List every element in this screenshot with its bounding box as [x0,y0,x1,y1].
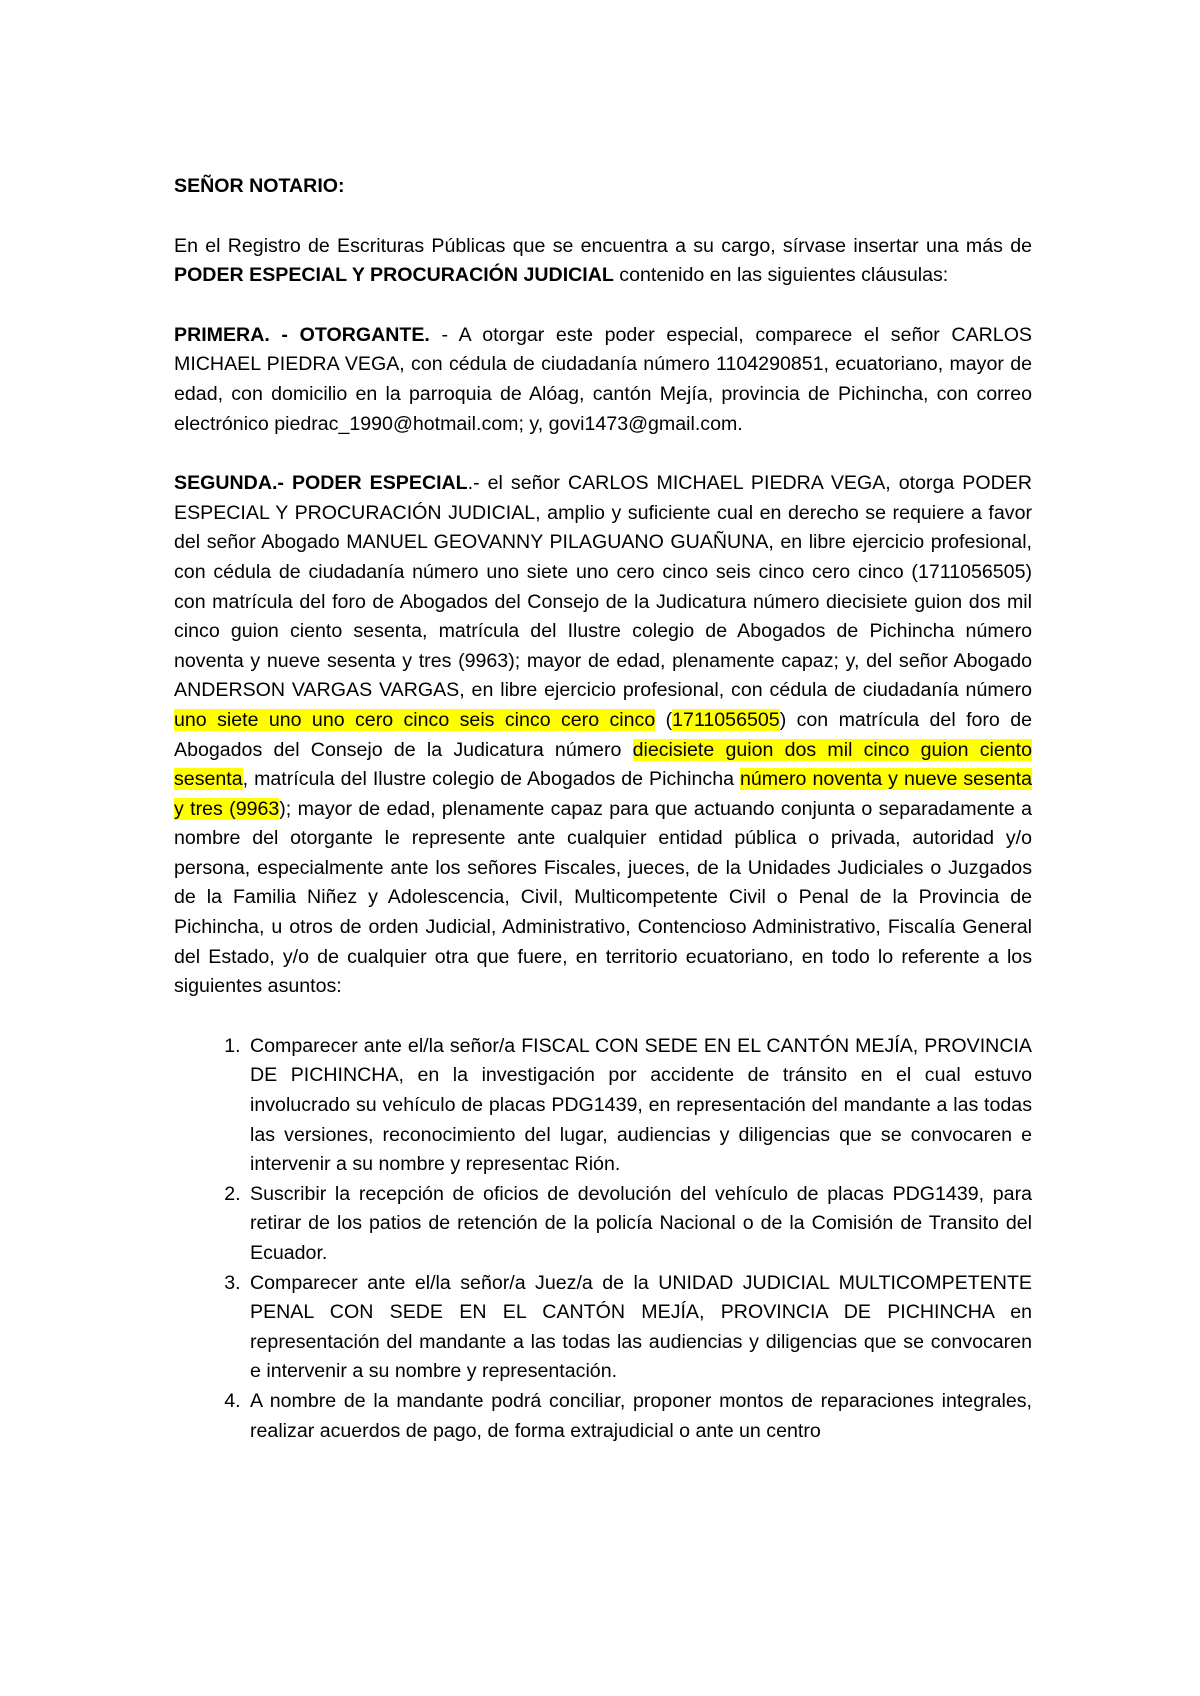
list-item: 4. A nombre de la mandante podrá conciliar, proponer montos de reparaciones integrales, realizar acuerdos de pago, de forma extrajudicial o ante un centro [246,1387,1032,1446]
clause-segunda [174,469,1032,1002]
clause-segunda-text-2: ( [655,708,673,731]
intro-text-2: contenido en las siguientes cláusulas: [613,264,949,287]
clause-primera-title: PRIMERA. - OTORGANTE. [174,323,430,346]
list-item: 3. Comparecer ante el/la señor/a Juez/a de la UNIDAD JUDICIAL MULTICOMPETENTE PENAL CON SEDE EN EL CANTÓN MEJÍA, PROVINCIA DE PICHINCHA en representación del mandante a las todas las audiencias y diligencias que se convocaren e intervenir a su nombre y representación. [246,1269,1032,1387]
clause-segunda-text-3: ) con matrícula del foro de Abogados del Consejo de la Judicatura número [174,708,1033,761]
clause-segunda-text-1: .- el señor CARLOS MICHAEL PIEDRA VEGA, otorga PODER ESPECIAL Y PROCURACIÓN JUDICIAL, amplio y suficiente cual en derecho se requiere a favor del señor Abogado MANUEL GEOVANNY PILAGUANO GUAÑUNA, en libre ejercicio profesional, con cédula de ciudadanía número uno siete uno cero cinco seis cinco cero cinco (1711056505) con matrícula del foro de Abogados del Consejo de la Judicatura número diecisiete guion dos mil cinco guion ciento sesenta, matrícula del Ilustre colegio de Abogados de Pichincha número noventa y nueve sesenta y tres (9963); mayor de edad, plenamente capaz; y, del señor Abogado ANDERSON VARGAS VARGAS, en libre ejercicio profesional, con cédula de ciudadanía número [174,472,1032,702]
intro-paragraph [174,232,1032,291]
intro-text-1: En el Registro de Escrituras Públicas que se encuentra a su cargo, sírvase insertar una más de [174,234,1032,257]
clause-primera [174,321,1032,439]
asuntos-list [174,1032,1032,1446]
clause-segunda-text-4: , matrícula del Ilustre colegio de Abogados de Pichincha [242,768,741,791]
highlight-matricula-consejo: diecisiete guion dos mil cinco guion ciento sesenta [174,738,1032,791]
clause-primera-text: - A otorgar este poder especial, comparece el señor CARLOS MICHAEL PIEDRA VEGA, con cédula de ciudadanía número 1104290851, ecuatoriano, mayor de edad, con domicilio en la parroquia de Alóag, cantón Mejía, provincia de Pichincha, con correo electrónico piedrac_1990@hotmail.com; y, govi1473@gmail.com. [174,323,1032,435]
highlight-matricula-colegio: número noventa y nueve sesenta y tres (9963 [174,768,1033,820]
highlight-cedula-words: uno siete uno uno cero cinco seis cinco cero cinco [174,708,656,731]
document-heading: SEÑOR NOTARIO: [174,175,345,197]
intro-bold-title: PODER ESPECIAL Y PROCURACIÓN JUDICIAL [174,264,614,287]
clause-segunda-title: SEGUNDA.- PODER ESPECIAL [174,472,468,495]
list-item: 1. Comparecer ante el/la señor/a FISCAL CON SEDE EN EL CANTÓN MEJÍA, PROVINCIA DE PICHINCHA, en la investigación por accidente de tránsito en el cual estuvo involucrado su vehículo de placas PDG1439, en representación del mandante a las todas las versiones, reconocimiento del lugar, audiencias y diligencias que se convocaren e intervenir a su nombre y representac Rión. [246,1032,1032,1180]
list-item: 2. Suscribir la recepción de oficios de devolución del vehículo de placas PDG1439, para retirar de los patios de retención de la policía Nacional o de la Comisión de Transito del Ecuador. [246,1180,1032,1269]
highlight-cedula-number: 1711056505 [672,708,780,731]
clause-segunda-text-5: ); mayor de edad, plenamente capaz para que actuando conjunta o separadamente a nombre del otorgante le represente ante cualquier entidad pública o privada, autoridad y/o persona, especialmente ante los señores Fiscales, jueces, de la Unidades Judiciales o Juzgados de la Familia Niñez y Adolescencia, Civil, Multicompetente Civil o Penal de la Provincia de Pichincha, u otros de orden Judicial, Administrativo, Contencioso Administrativo, Fiscalía General del Estado, y/o de cualquier otra que fuere, en territorio ecuatoriano, en todo lo referente a los siguientes asuntos: [174,797,1032,998]
document-body [174,172,1032,1446]
